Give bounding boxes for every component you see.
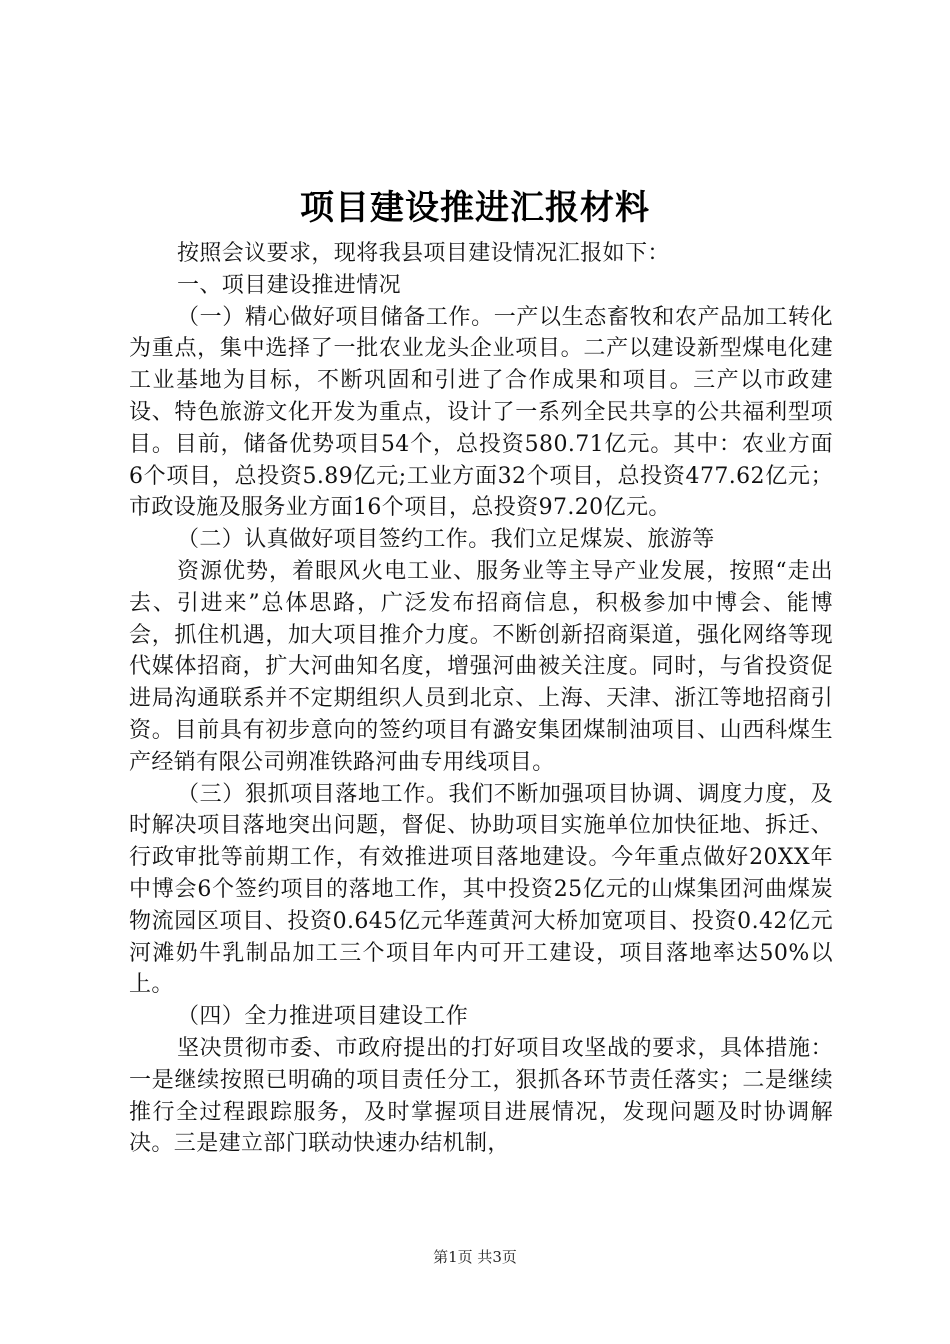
paragraph-item-4-body: 坚决贯彻市委、市政府提出的打好项目攻坚战的要求，具体措施：一是继续按照已明确的项目责任分工，狠抓各环节责任落实；二是继续推行全过程跟踪服务，及时掌握项目进展情况，发现问题及时协调解决。三是建立部门联动快速办结机制， <box>129 1035 833 1157</box>
intro-paragraph: 按照会议要求，现将我县项目建设情况汇报如下： <box>177 241 670 266</box>
paragraph-item-4-heading: （四）全力推进项目建设工作 <box>177 1004 469 1030</box>
page-number-footer: 第1页 共3页 <box>433 1248 517 1266</box>
paragraph-item-2-body: 资源优势，着眼风火电工业、服务业等主导产业发展，按照“走出去、引进来”总体思路，广泛发布招商信息，积极参加中博会、能博会，抓住机遇，加大项目推介力度。不断创新招商渠道，强化网络等现代媒体招商，扩大河曲知名度，增强河曲被关注度。同时，与省投资促进局沟通联系并不定期组织人员到北京、上海、天津、浙江等地招商引资。目前具有初步意向的签约项目有潞安集团煤制油项目、山西科煤生产经销有限公司朔准铁路河曲专用线项目。 <box>129 558 833 775</box>
document-body <box>129 238 833 1160</box>
document-title: 项目建设推进汇报材料 <box>300 188 650 228</box>
paragraph-item-3: （三）狠抓项目落地工作。我们不断加强项目协调、调度力度，及时解决项目落地突出问题，督促、协助项目实施单位加快征地、拆迁、行政审批等前期工作，有效推进项目落地建设。今年重点做好20XX年中博会6个签约项目的落地工作，其中投资25亿元的山煤集团河曲煤炭物流园区项目、投资0.645亿元华莲黄河大桥加宽项目、投资0.42亿元河滩奶牛乳制品加工三个项目年内可开工建设，项目落地率达50%以上。 <box>129 781 833 998</box>
section-heading-1: 一、项目建设推进情况 <box>177 272 402 298</box>
paragraph-item-2-heading: （二）认真做好项目签约工作。我们立足煤炭、旅游等 <box>177 527 715 553</box>
paragraph-item-1: （一）精心做好项目储备工作。一产以生态畜牧和农产品加工转化为重点，集中选择了一批农业龙头企业项目。二产以建设新型煤电化建工业基地为目标，不断巩固和引进了合作成果和项目。三产以市政建设、特色旅游文化开发为重点，设计了一系列全民共享的公共福利型项目。目前，储备优势项目54个，总投资580.71亿元。其中：农业方面6个项目，总投资5.89亿元;工业方面32个项目，总投资477.62亿元；市政设施及服务业方面16个项目，总投资97.20亿元。 <box>129 304 833 521</box>
